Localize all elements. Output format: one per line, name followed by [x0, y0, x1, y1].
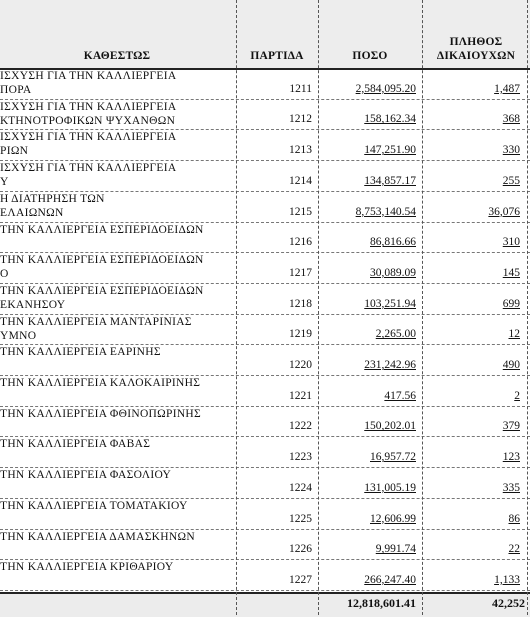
table-row [0, 376, 530, 407]
count-cell: 123 [502, 451, 520, 464]
count-cell: 2 [514, 389, 520, 402]
status-line-2: ΠΟΡΑ [0, 84, 32, 96]
count-cell: 335 [502, 481, 520, 494]
batch-cell: 1212 [289, 113, 312, 126]
batch-cell: 1224 [289, 481, 312, 494]
header-beneficiaries-2: ΔΙΚΑΙΟΥΧΩΝ [436, 50, 516, 62]
column-divider [318, 0, 319, 615]
count-cell: 12 [508, 328, 520, 341]
batch-cell: 1223 [289, 451, 312, 464]
status-line-2: ΥΜΝΟ [0, 329, 37, 342]
amount-cell: 147,251.90 [364, 144, 416, 157]
count-cell: 145 [502, 266, 520, 279]
table-row [0, 530, 530, 561]
table-row [0, 407, 530, 438]
count-cell: 36,076 [488, 205, 520, 218]
count-cell: 379 [502, 420, 520, 433]
column-divider [422, 0, 423, 615]
amount-cell: 9,991.74 [375, 543, 416, 556]
header-status: ΚΑΘΕΣΤΩΣ [83, 50, 151, 62]
table-row [0, 223, 530, 254]
table-row [0, 315, 530, 346]
table-row [0, 192, 530, 223]
amount-cell: 16,957.72 [370, 451, 416, 464]
batch-cell: 1216 [289, 236, 312, 249]
count-cell: 368 [502, 113, 520, 126]
status-line-1: ΤΗΝ ΚΑΛΛΙΕΡΓΕΙΑ ΦΑΣΟΛΙΟΥ [0, 469, 172, 482]
amount-cell: 266,247.40 [364, 573, 416, 586]
batch-cell: 1215 [289, 205, 312, 218]
count-cell: 1,133 [494, 573, 520, 586]
status-line-1: ΙΣΧΥΣΗ ΓΙΑ ΤΗΝ ΚΑΛΛΙΕΡΓΕΙΑ [0, 100, 177, 113]
header-amount: ΠΟΣΟ [352, 50, 388, 62]
count-cell: 490 [502, 359, 520, 372]
status-line-2: ΡΙΩΝ [0, 145, 29, 158]
status-line-1: ΤΗΝ ΚΑΛΛΙΕΡΓΕΙΑ ΕΑΡΙΝΗΣ [0, 346, 161, 359]
column-divider [236, 0, 237, 615]
table-row [0, 69, 530, 100]
amount-cell: 2,265.00 [375, 328, 416, 341]
table-row [0, 130, 530, 161]
table-row [0, 499, 530, 530]
table-row [0, 437, 530, 468]
amount-cell: 134,857.17 [364, 174, 416, 187]
header-beneficiaries-1: ΠΛΗΘΟΣ [449, 36, 503, 48]
status-line-1: ΤΗΝ ΚΑΛΛΙΕΡΓΕΙΑ ΚΑΛΟΚΑΙΡΙΝΗΣ [0, 377, 201, 390]
status-line-1: ΤΗΝ ΚΑΛΛΙΕΡΓΕΙΑ ΕΣΠΕΡΙΔΟΕΙΔΩΝ [0, 254, 204, 267]
batch-cell: 1214 [289, 174, 312, 187]
amount-cell: 30,089.09 [370, 266, 416, 279]
batch-cell: 1218 [289, 297, 312, 310]
count-cell: 1,487 [494, 82, 520, 95]
batch-cell: 1219 [289, 328, 312, 341]
table-row [0, 253, 530, 284]
batch-cell: 1222 [289, 420, 312, 433]
status-line-1: ΙΣΧΥΣΗ ΓΙΑ ΤΗΝ ΚΑΛΛΙΕΡΓΕΙΑ [0, 131, 177, 144]
amount-cell: 158,162.34 [364, 113, 416, 126]
status-line-2: ΕΛΑΙΩΝΩΝ [0, 206, 64, 219]
table-row [0, 161, 530, 192]
total-count: 42,252 [492, 596, 525, 610]
total-amount: 12,818,601.41 [347, 596, 416, 610]
row-divider [0, 590, 530, 591]
amount-cell: 417.56 [384, 389, 416, 402]
table-row [0, 560, 530, 591]
status-line-2: ΚΤΗΝΟΤΡΟΦΙΚΩΝ ΨΥΧΑΝΘΩΝ [0, 114, 176, 127]
batch-cell: 1227 [289, 573, 312, 586]
batch-cell: 1226 [289, 543, 312, 556]
status-line-1: ΤΗΝ ΚΑΛΛΙΕΡΓΕΙΑ ΕΣΠΕΡΙΔΟΕΙΔΩΝ [0, 223, 204, 236]
status-line-1: ΤΗΝ ΚΑΛΛΙΕΡΓΕΙΑ ΔΑΜΑΣΚΗΝΩΝ [0, 530, 195, 543]
batch-cell: 1221 [289, 389, 312, 402]
amount-cell: 231,242.96 [364, 359, 416, 372]
amount-cell: 12,606.99 [370, 512, 416, 525]
status-line-1: ΤΗΝ ΚΑΛΛΙΕΡΓΕΙΑ ΜΑΝΤΑΡΙΝΙΑΣ [0, 315, 192, 328]
table-row [0, 345, 530, 376]
amount-cell: 8,753,140.54 [355, 205, 416, 218]
status-line-1: ΤΗΝ ΚΑΛΛΙΕΡΓΕΙΑ ΚΡΙΘΑΡΙΟΥ [0, 561, 174, 574]
status-line-1: ΤΗΝ ΚΑΛΛΙΕΡΓΕΙΑ ΕΣΠΕΡΙΔΟΕΙΔΩΝ [0, 284, 204, 297]
status-line-2: Ο [0, 268, 9, 281]
batch-cell: 1217 [289, 266, 312, 279]
status-line-2: Υ [0, 176, 9, 189]
table-row [0, 468, 530, 499]
count-cell: 699 [502, 297, 520, 310]
table-row [0, 284, 530, 315]
batch-cell: 1211 [289, 82, 312, 95]
status-line-1: Η ΔΙΑΤΗΡΗΣΗ ΤΩΝ [0, 192, 105, 205]
amount-cell: 86,816.66 [370, 236, 416, 249]
amount-cell: 150,202.01 [364, 420, 416, 433]
count-cell: 22 [508, 543, 520, 556]
amount-cell: 2,584,095.20 [355, 82, 416, 95]
amount-cell: 103,251.94 [364, 297, 416, 310]
status-line-1: ΙΣΧΥΣΗ ΓΙΑ ΤΗΝ ΚΑΛΛΙΕΡΓΕΙΑ [0, 162, 177, 175]
count-cell: 255 [502, 174, 520, 187]
batch-cell: 1220 [289, 359, 312, 372]
status-line-1: ΤΗΝ ΚΑΛΛΙΕΡΓΕΙΑ ΦΘΙΝΟΠΩΡΙΝΗΣ [0, 407, 202, 420]
status-line-1: ΤΗΝ ΚΑΛΛΙΕΡΓΕΙΑ ΦΑΒΑΣ [0, 438, 151, 451]
status-line-1: ΙΣΧΥΣΗ ΓΙΑ ΤΗΝ ΚΑΛΛΙΕΡΓΕΙΑ [0, 70, 177, 82]
status-line-2: ΕΚΑΝΗΣΟΥ [0, 298, 66, 311]
header-batch: ΠΑΡΤΙΔΑ [250, 50, 304, 62]
table-row [0, 100, 530, 131]
amount-cell: 131,005.19 [364, 481, 416, 494]
batch-cell: 1225 [289, 512, 312, 525]
batch-cell: 1213 [289, 144, 312, 157]
column-divider [527, 0, 528, 615]
count-cell: 310 [502, 236, 520, 249]
count-cell: 86 [508, 512, 520, 525]
count-cell: 330 [502, 144, 520, 157]
table-header [0, 0, 530, 70]
status-line-1: ΤΗΝ ΚΑΛΛΙΕΡΓΕΙΑ ΤΟΜΑΤΑΚΙΟΥ [0, 499, 188, 512]
